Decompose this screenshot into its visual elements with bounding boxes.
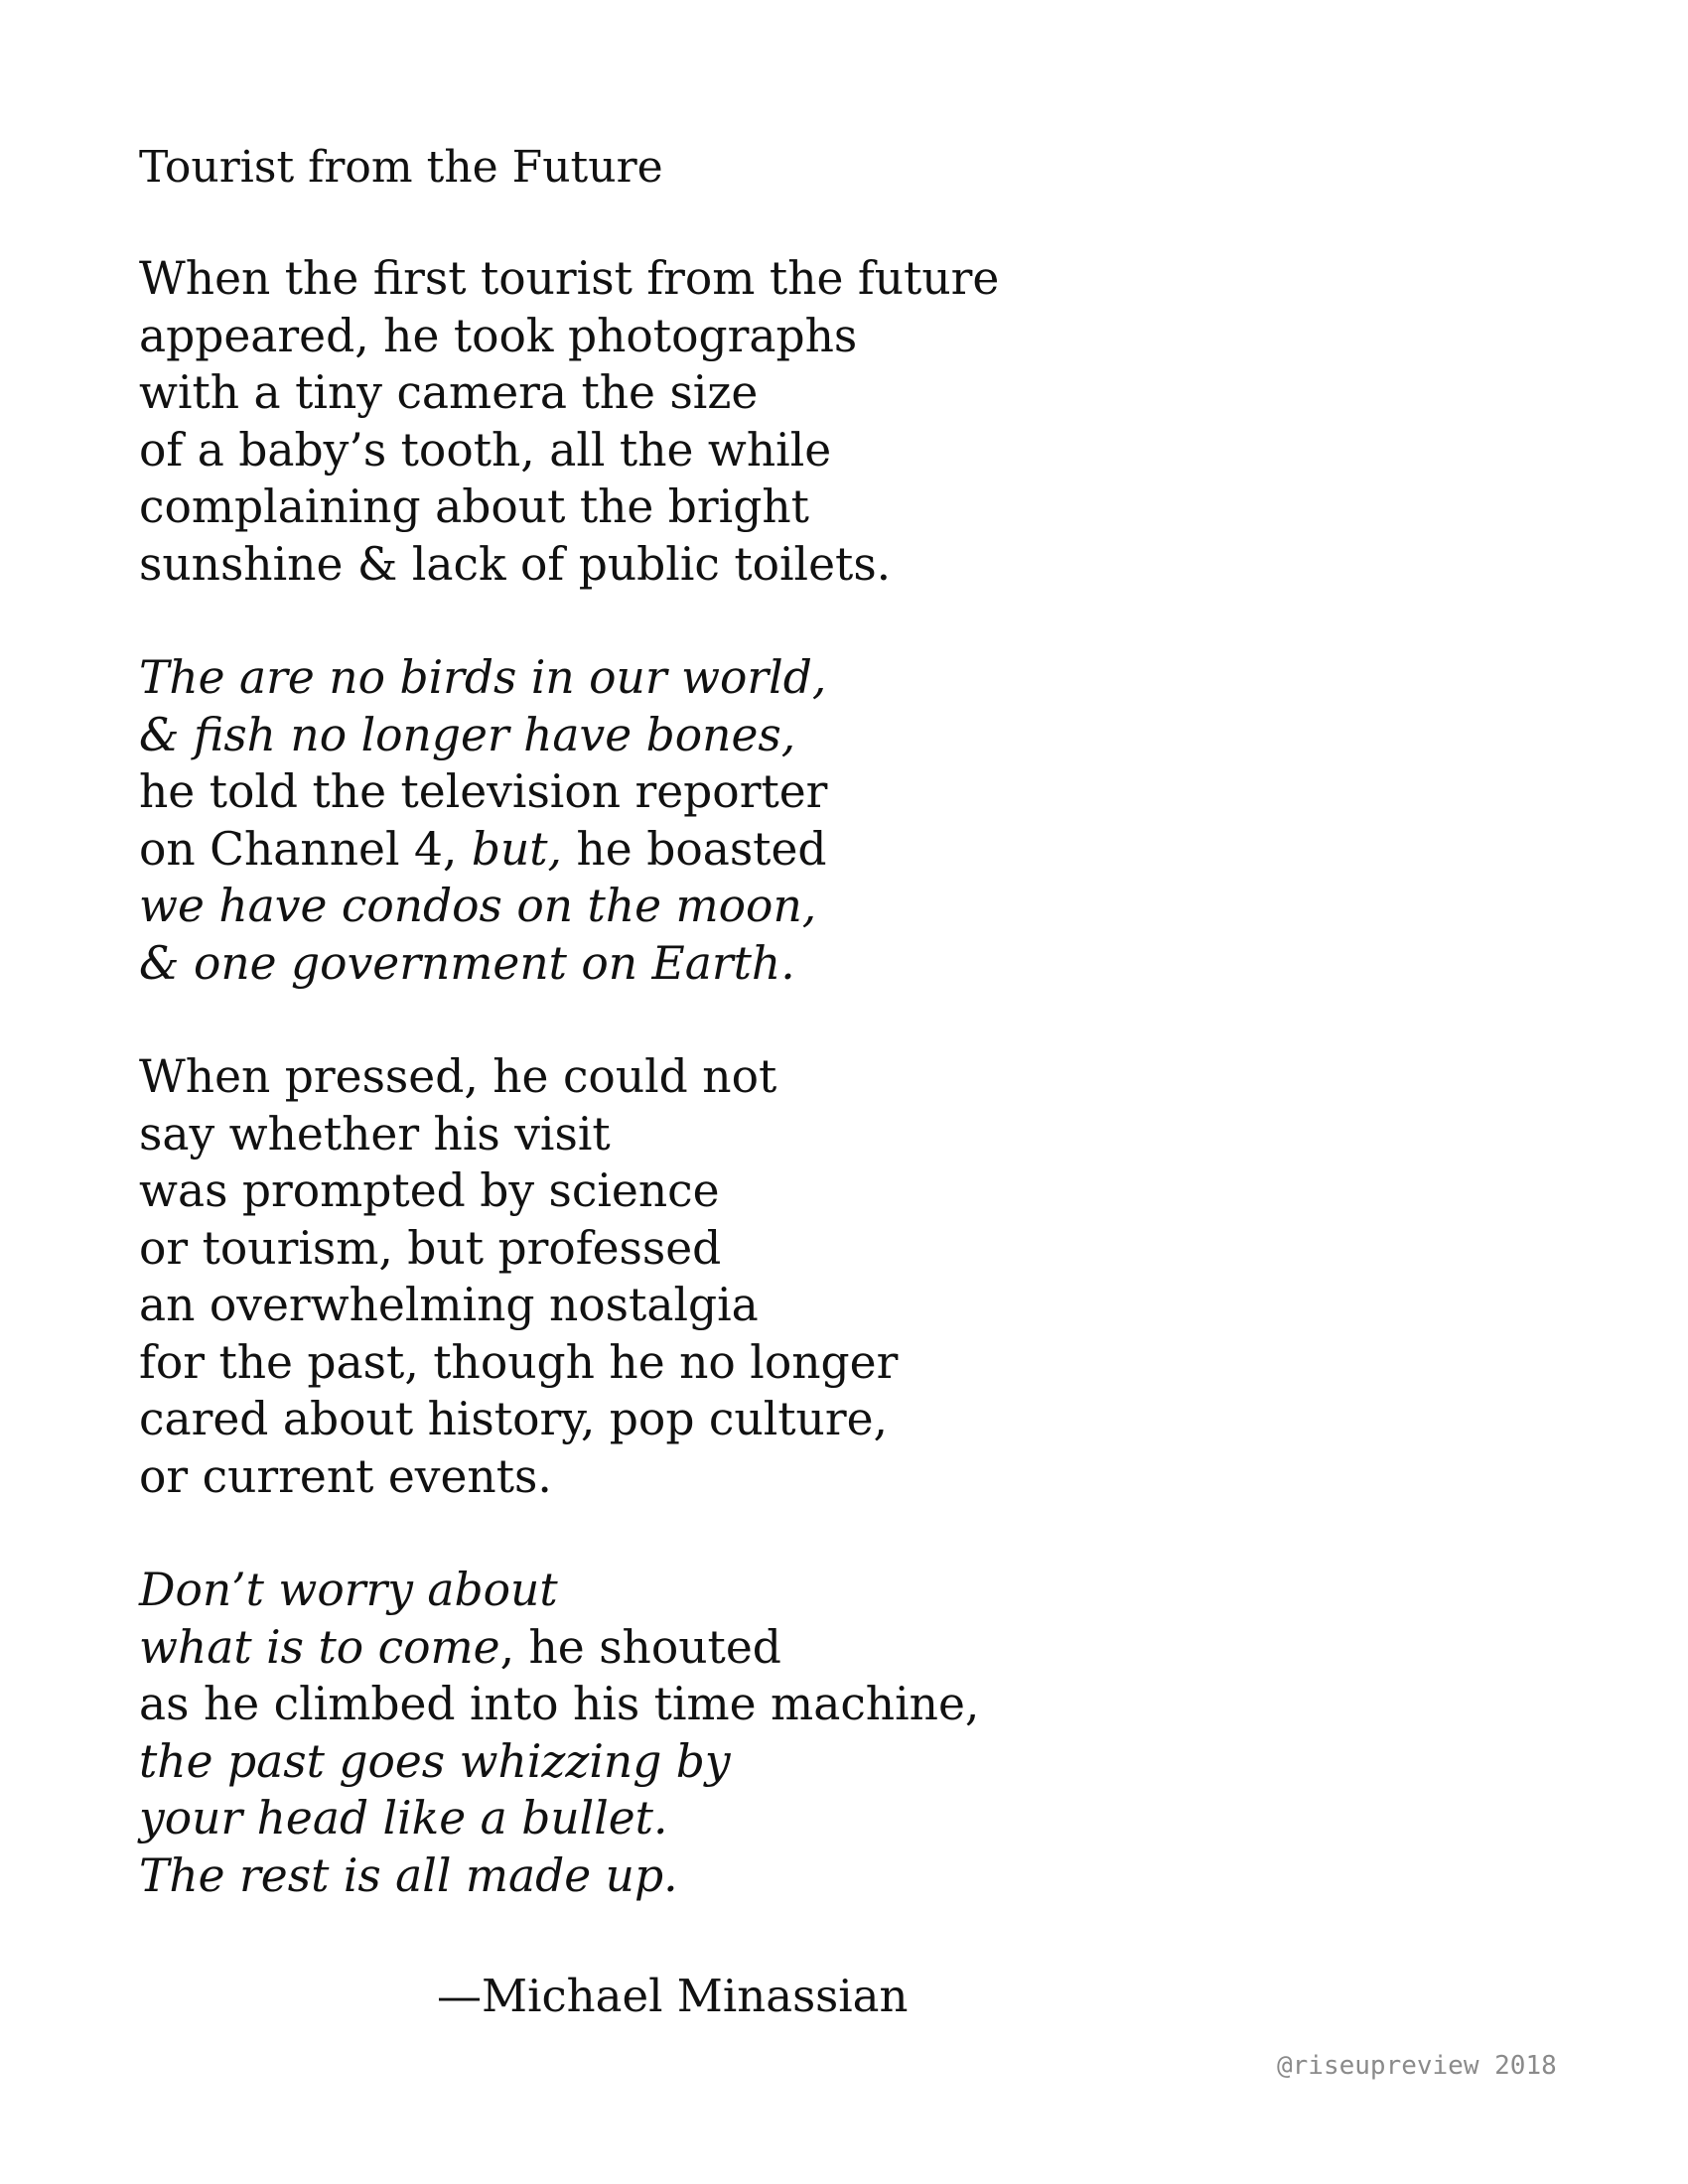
poem-line <box>139 250 1529 308</box>
stanza <box>139 1048 1529 1505</box>
poem-line <box>139 1334 1529 1392</box>
line-text: say whether his visit <box>139 1107 611 1160</box>
poem-line <box>139 478 1529 536</box>
poem-line <box>139 1733 1529 1791</box>
line-text: appeared, he took photographs <box>139 309 858 362</box>
line-text: was prompted by science <box>139 1164 720 1217</box>
poem-line <box>139 1676 1529 1733</box>
poem-line <box>139 1106 1529 1163</box>
poem-line <box>139 308 1529 365</box>
poem-line <box>139 364 1529 422</box>
line-text: on Channel 4, <box>139 822 472 876</box>
poem-line <box>139 1448 1529 1506</box>
italic-text: & fish no longer have bones, <box>139 708 796 761</box>
line-text: of a baby’s tooth, all the while <box>139 423 832 477</box>
poem-line <box>139 707 1529 764</box>
poem-title: Tourist from the Future <box>139 142 663 193</box>
line-text: , he shouted <box>499 1620 781 1674</box>
line-text: complaining about the bright <box>139 480 809 533</box>
italic-text: but, <box>471 822 563 876</box>
line-text: he boasted <box>562 822 827 876</box>
poem-line <box>139 536 1529 594</box>
poem-author: —Michael Minassian <box>437 1970 909 2022</box>
stanza <box>139 1562 1529 1904</box>
italic-text: your head like a bullet. <box>139 1792 668 1844</box>
poem-line <box>139 935 1529 993</box>
italic-text: what is to come <box>139 1620 500 1674</box>
poem-line <box>139 1048 1529 1106</box>
italic-text: The are no birds in our world, <box>139 651 827 704</box>
line-text: When the first tourist from the future <box>139 252 1000 305</box>
poem-line <box>139 763 1529 821</box>
poem-line <box>139 1790 1529 1847</box>
poem-line <box>139 1562 1529 1619</box>
poem-line <box>139 1162 1529 1220</box>
line-text: an overwhelming nostalgia <box>139 1279 759 1331</box>
poem-line <box>139 1277 1529 1334</box>
stanza <box>139 649 1529 992</box>
italic-text: The rest is all made up. <box>139 1848 678 1902</box>
line-text: as he climbed into his time machine, <box>139 1678 980 1730</box>
line-text: for the past, though he no longer <box>139 1335 899 1389</box>
poem-line <box>139 1847 1529 1905</box>
line-text: When pressed, he could not <box>139 1050 777 1103</box>
italic-text: & one government on Earth. <box>139 936 795 990</box>
poem-line <box>139 878 1529 935</box>
copyright-credit: @riseupreview 2018 <box>1277 2051 1557 2081</box>
line-text: with a tiny camera the size <box>139 366 759 419</box>
poem-line <box>139 1619 1529 1677</box>
poem-line <box>139 1220 1529 1278</box>
poem-line <box>139 1391 1529 1448</box>
line-text: cared about history, pop culture, <box>139 1393 888 1445</box>
italic-text: the past goes whizzing by <box>139 1734 731 1788</box>
line-text: or tourism, but professed <box>139 1221 722 1275</box>
line-text: he told the television reporter <box>139 765 828 818</box>
line-text: or current events. <box>139 1449 552 1503</box>
poem-line <box>139 649 1529 707</box>
italic-text: we have condos on the moon, <box>139 880 817 932</box>
poem-line <box>139 422 1529 479</box>
line-text: sunshine & lack of public toilets. <box>139 537 892 591</box>
stanza <box>139 250 1529 593</box>
poem-line <box>139 821 1529 879</box>
italic-text: Don’t worry about <box>139 1564 558 1616</box>
poem-body <box>139 250 1529 1961</box>
